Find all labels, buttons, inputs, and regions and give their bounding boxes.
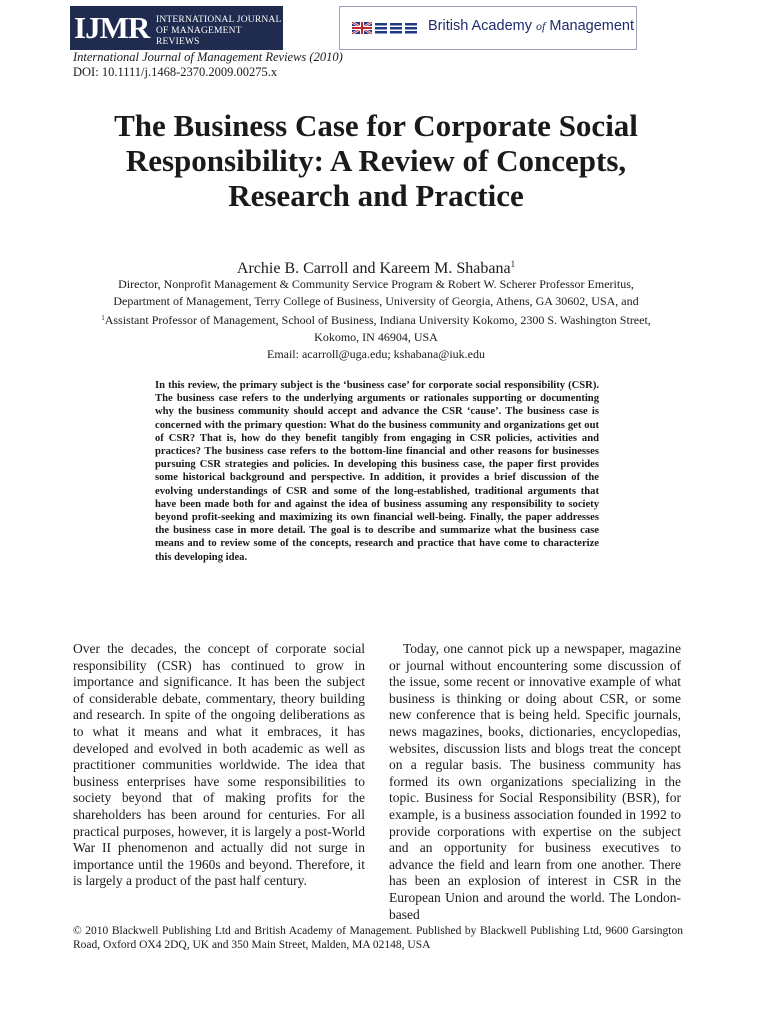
ijmr-logo-subtitle-line1: INTERNATIONAL JOURNAL: [156, 15, 282, 25]
ijmr-logo-subtitle-line2: OF MANAGEMENT REVIEWS: [156, 26, 242, 47]
bam-name-part1: British Academy: [428, 18, 536, 34]
bam-logo-name: [428, 18, 634, 34]
union-flag-icon: [352, 22, 418, 34]
affiliation-footnote-mark: 1: [101, 314, 105, 322]
abstract: In this review, the primary subject is the ‘business case’ for corporate social responsibility (CSR). The business case refers to the underlying arguments or rationales supporting or documenting why the business community should accept and advance the CSR ‘cause’. The business case is concerned with the primary question: What do the business community and organizations get out of CSR? That is, how do they benefit tangibly from engaging in CSR policies, activities and practices? The business case refers to the bottom-line financial and other reasons for businesses pursuing CSR strategies and policies. In developing this business case, the paper first provides some historical background and perspective. In addition, it provides a brief discussion of the evolving understandings of CSR and some of the long-established, traditional arguments that have been made both for and against the idea of business assuming any responsibility to society beyond profit-seeking and maximizing its own financial well-being. Finally, the paper addresses the business case in more detail. The goal is to describe and summarize what the business case means and to review some of the concepts, research and practice that have come to characterize this developing idea.: [155, 380, 599, 563]
affiliation-line-2: Department of Management, Terry College of Business, University of Georgia, Athens, GA 30602, USA, and: [113, 294, 639, 308]
bam-logo: [339, 6, 637, 50]
ijmr-logo: [70, 6, 283, 50]
body-column-left: Over the decades, the concept of corporate social responsibility (CSR) has continued to grow in importance and significance. It has been the subject of considerable debate, commentary, theory building and research. In spite of the ongoing deliberations as to what it means and what it embraces, it has developed and evolved in both academic as well as practitioner communities worldwide. The idea that business enterprises have some responsibilities to society beyond that of making profits for the shareholders has been around for centuries. For all practical purposes, however, it is largely a post-World War II phenomenon and actually did not surge in importance until the 1960s and beyond. Therefore, it is largely a product of the past half century.: [73, 641, 365, 889]
journal-citation: International Journal of Management Reviews (2010): [73, 50, 343, 64]
body-column-right: Today, one cannot pick up a newspaper, magazine or journal without encountering some discussion of the issue, some recent or innovative example of what business is thinking or doing about CSR, or some new conference that is being held. Specific journals, news magazines, books, dictionaries, encyclopedias, websites, discussion lists and blogs treat the concept on a regular basis. The business community has formed its own organizations specializing in the topic. Business for Social Responsibility (BSR), for example, is a business association founded in 1992 to provide corporations with expertise on the subject and an opportunity for business executives to advance the field and learn from one another. There has been an explosion of interest in CSR in the European Union and around the world. The London-based: [389, 641, 681, 922]
affiliation-line-4: Kokomo, IN 46904, USA: [314, 330, 438, 344]
paper-title: [60, 108, 692, 213]
title-line-2: Responsibility: A Review of Concepts,: [125, 143, 627, 178]
copyright-notice: © 2010 Blackwell Publishing Ltd and British Academy of Management. Published by Blackwell Publishing Ltd, 9600 Garsington Road, Oxford OX4 2DQ, UK and 350 Main Street, Malden, MA 02148, USA: [73, 925, 683, 951]
author-names: Archie B. Carroll and Kareem M. Shabana: [236, 260, 511, 277]
affiliation-line-3: [70, 310, 682, 329]
affiliation-line-1: Director, Nonprofit Management & Community Service Program & Robert W. Scherer Professor Emeritus,: [118, 277, 634, 291]
ijmr-logo-mark: IJMR: [74, 10, 150, 45]
title-line-1: The Business Case for Corporate Social: [114, 108, 638, 143]
affiliation-line-3-text: Assistant Professor of Management, School of Business, Indiana University Kokomo, 2300 S. Washington Street,: [104, 313, 651, 327]
doi: DOI: 10.1111/j.1468-2370.2009.00275.x: [73, 65, 278, 79]
affiliations: [70, 276, 682, 363]
author-footnote-mark: 1: [510, 259, 516, 269]
author-email[interactable]: Email: acarroll@uga.edu; kshabana@iuk.edu: [266, 347, 486, 361]
bam-name-of: of: [536, 19, 546, 33]
ijmr-logo-subtitle: [156, 15, 283, 48]
bam-name-part2: Management: [545, 18, 635, 34]
title-line-3: Research and Practice: [228, 178, 524, 213]
